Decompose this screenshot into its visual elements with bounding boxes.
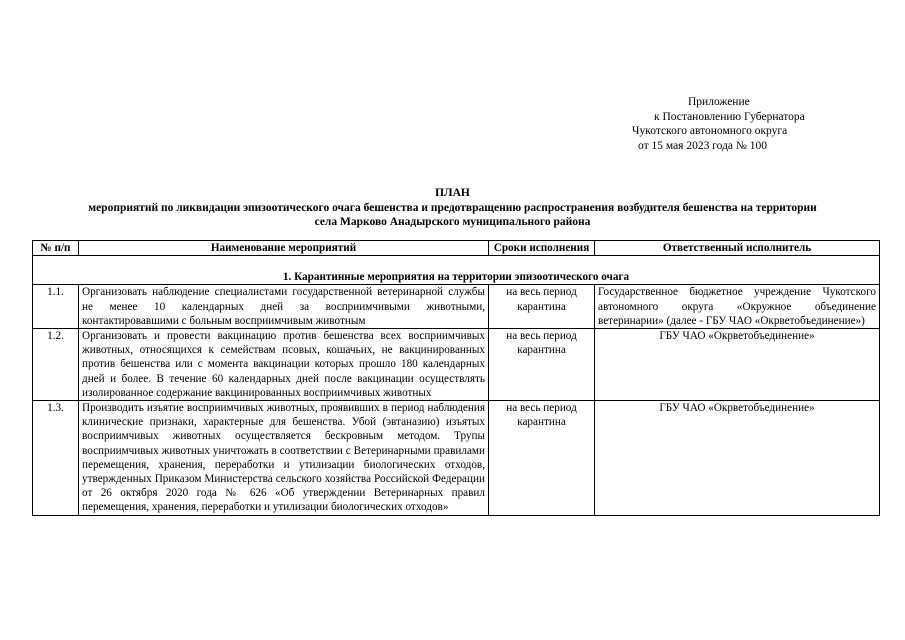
header-num: № п/п — [33, 241, 79, 256]
section-heading-row — [33, 270, 880, 285]
title-line: села Марково Анадырского муниципального района — [314, 216, 591, 228]
appendix-line: Чукотского автономного округа — [632, 125, 788, 137]
row-num: 1.2. — [33, 329, 79, 401]
appendix-line: от 15 мая 2023 года № 100 — [638, 139, 767, 152]
row-desc: Производить изъятие восприимчивых животных, проявивших в период наблюдения клинические признаки, характерные для бешенства. Убой (эвтаназию) изъятых восприимчивых животных осуществляется бескровным методом. Трупы восприимчивых животных уничтожать в соответствии с Ветеринарными правилами перемещения, хранения, переработки и утилизации биологических отходов, утвержденных Приказом Министерства сельского хозяйства Российской Федерации от 26 октября 2020 года № 626 «Об утверждении Ветеринарных правил перемещения, хранения, переработки и утилизации биологических отходов» — [79, 401, 489, 516]
row-num: 1.1. — [33, 285, 79, 329]
section-spacer-row — [33, 256, 880, 271]
row-responsible: ГБУ ЧАО «Окрветобъединение» — [595, 329, 880, 401]
table-row — [33, 329, 880, 401]
row-period: на весь период карантина — [489, 329, 595, 401]
document-title — [32, 186, 873, 230]
section-heading: 1. Карантинные мероприятия на территории эпизоотического очага — [33, 270, 880, 285]
title-line: мероприятий по ликвидации эпизоотического очага бешенства и предотвращению распространения возбудителя бешенства на территории — [88, 201, 817, 214]
header-responsible: Ответственный исполнитель — [595, 241, 880, 256]
plan-table — [32, 240, 880, 516]
row-responsible: Государственное бюджетное учреждение Чукотского автономного округа «Окружное объединение ветеринарии» (далее - ГБУ ЧАО «Окрветобъединение») — [595, 285, 880, 329]
row-num: 1.3. — [33, 401, 79, 516]
appendix-line: к Постановлению Губернатора — [654, 110, 805, 123]
row-desc: Организовать наблюдение специалистами государственной ветеринарной службы не менее 10 календарных дней за восприимчивыми животными, контактировавшими с больным восприимчивым животным — [79, 285, 489, 329]
row-desc: Организовать и провести вакцинацию против бешенства всех восприимчивых животных, относящихся к семействам псовых, кошачьих, не вакцинированных против бешенства или с момента вакцинации которых прошло 180 календарных дней и более. В течение 60 календарных дней после вакцинации осуществлять изолированное содержание вакцинированных восприимчивых животных — [79, 329, 489, 401]
row-period: на весь период карантина — [489, 285, 595, 329]
row-responsible: ГБУ ЧАО «Окрветобъединение» — [595, 401, 880, 516]
appendix-block — [620, 95, 850, 153]
row-period: на весь период карантина — [489, 401, 595, 516]
title-main: ПЛАН — [435, 187, 470, 199]
header-period: Сроки исполнения — [489, 241, 595, 256]
table-row — [33, 285, 880, 329]
table-header-row — [33, 241, 880, 256]
header-name: Наименование мероприятий — [79, 241, 489, 256]
table-row — [33, 401, 880, 516]
spacer-cell — [33, 256, 880, 271]
appendix-line: Приложение — [688, 96, 750, 108]
